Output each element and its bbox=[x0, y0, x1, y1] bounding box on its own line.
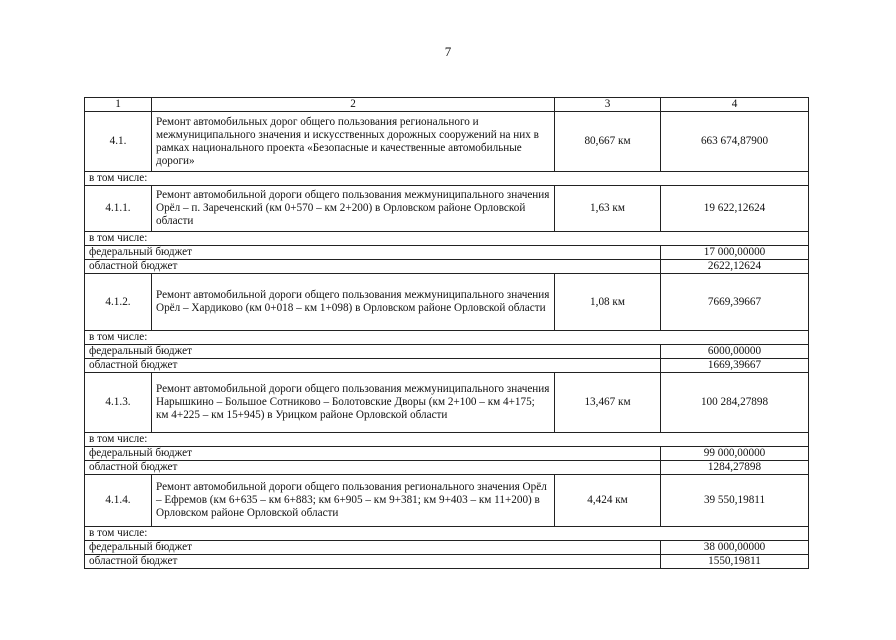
table-row bbox=[85, 274, 809, 331]
row-amount: 7669,39667 bbox=[661, 274, 809, 331]
header-cell: 1 bbox=[85, 98, 152, 112]
row-number: 4.1.3. bbox=[85, 373, 152, 433]
table-row-main bbox=[85, 112, 809, 172]
budget-table bbox=[84, 97, 809, 569]
federal-budget-row bbox=[85, 345, 809, 359]
including-row bbox=[85, 232, 809, 246]
row-length: 80,667 км bbox=[555, 112, 661, 172]
federal-budget-amount: 38 000,00000 bbox=[661, 541, 809, 555]
regional-budget-label: областной бюджет bbox=[85, 555, 661, 569]
page-number: 7 bbox=[444, 44, 452, 59]
regional-budget-row bbox=[85, 260, 809, 274]
row-number: 4.1. bbox=[85, 112, 152, 172]
row-amount: 39 550,19811 bbox=[661, 475, 809, 527]
federal-budget-label: федеральный бюджет bbox=[85, 541, 661, 555]
table-row bbox=[85, 475, 809, 527]
including-row bbox=[85, 527, 809, 541]
row-amount: 663 674,87900 bbox=[661, 112, 809, 172]
including-label: в том числе: bbox=[85, 433, 809, 447]
regional-budget-amount: 1550,19811 bbox=[661, 555, 809, 569]
table-row bbox=[85, 186, 809, 232]
row-number: 4.1.1. bbox=[85, 186, 152, 232]
table-header-row bbox=[85, 98, 809, 112]
federal-budget-row bbox=[85, 246, 809, 260]
including-label: в том числе: bbox=[85, 172, 809, 186]
including-label: в том числе: bbox=[85, 527, 809, 541]
row-length: 13,467 км bbox=[555, 373, 661, 433]
federal-budget-amount: 17 000,00000 bbox=[661, 246, 809, 260]
row-description: Ремонт автомобильной дороги общего пользования регионального значения Орёл – Ефремов (км 6+635 – км 6+883; км 6+905 – км 9+381; км 9+403 – км 11+200) в Орловском районе Орловской области bbox=[152, 475, 555, 527]
regional-budget-row bbox=[85, 555, 809, 569]
including-label: в том числе: bbox=[85, 331, 809, 345]
table-row bbox=[85, 373, 809, 433]
row-number: 4.1.2. bbox=[85, 274, 152, 331]
federal-budget-amount: 6000,00000 bbox=[661, 345, 809, 359]
including-row bbox=[85, 433, 809, 447]
row-description: Ремонт автомобильной дороги общего пользования межмуниципального значения Нарышкино – Большое Сотниково – Болотовские Дворы (км 2+100 – км 4+175; км 4+225 – км 15+945) в Урицком районе Орловской области bbox=[152, 373, 555, 433]
regional-budget-amount: 1284,27898 bbox=[661, 461, 809, 475]
federal-budget-row bbox=[85, 447, 809, 461]
federal-budget-label: федеральный бюджет bbox=[85, 447, 661, 461]
row-length: 1,08 км bbox=[555, 274, 661, 331]
row-description: Ремонт автомобильной дороги общего пользования межмуниципального значения Орёл – Хардиково (км 0+018 – км 1+098) в Орловском районе Орловской области bbox=[152, 274, 555, 331]
row-length: 4,424 км bbox=[555, 475, 661, 527]
header-cell: 4 bbox=[661, 98, 809, 112]
regional-budget-amount: 2622,12624 bbox=[661, 260, 809, 274]
regional-budget-label: областной бюджет bbox=[85, 461, 661, 475]
header-cell: 3 bbox=[555, 98, 661, 112]
regional-budget-row bbox=[85, 359, 809, 373]
row-length: 1,63 км bbox=[555, 186, 661, 232]
row-amount: 19 622,12624 bbox=[661, 186, 809, 232]
regional-budget-label: областной бюджет bbox=[85, 359, 661, 373]
header-cell: 2 bbox=[152, 98, 555, 112]
regional-budget-amount: 1669,39667 bbox=[661, 359, 809, 373]
row-number: 4.1.4. bbox=[85, 475, 152, 527]
federal-budget-label: федеральный бюджет bbox=[85, 345, 661, 359]
federal-budget-amount: 99 000,00000 bbox=[661, 447, 809, 461]
including-row bbox=[85, 172, 809, 186]
regional-budget-label: областной бюджет bbox=[85, 260, 661, 274]
including-row bbox=[85, 331, 809, 345]
row-description: Ремонт автомобильной дороги общего пользования межмуниципального значения Орёл – п. Зареченский (км 0+570 – км 2+200) в Орловском районе Орловской области bbox=[152, 186, 555, 232]
regional-budget-row bbox=[85, 461, 809, 475]
row-description: Ремонт автомобильных дорог общего пользования регионального и межмуниципального значения и искусственных дорожных сооружений на них в рамках национального проекта «Безопасные и качественные автомобильные дороги» bbox=[152, 112, 555, 172]
federal-budget-row bbox=[85, 541, 809, 555]
row-amount: 100 284,27898 bbox=[661, 373, 809, 433]
federal-budget-label: федеральный бюджет bbox=[85, 246, 661, 260]
including-label: в том числе: bbox=[85, 232, 809, 246]
